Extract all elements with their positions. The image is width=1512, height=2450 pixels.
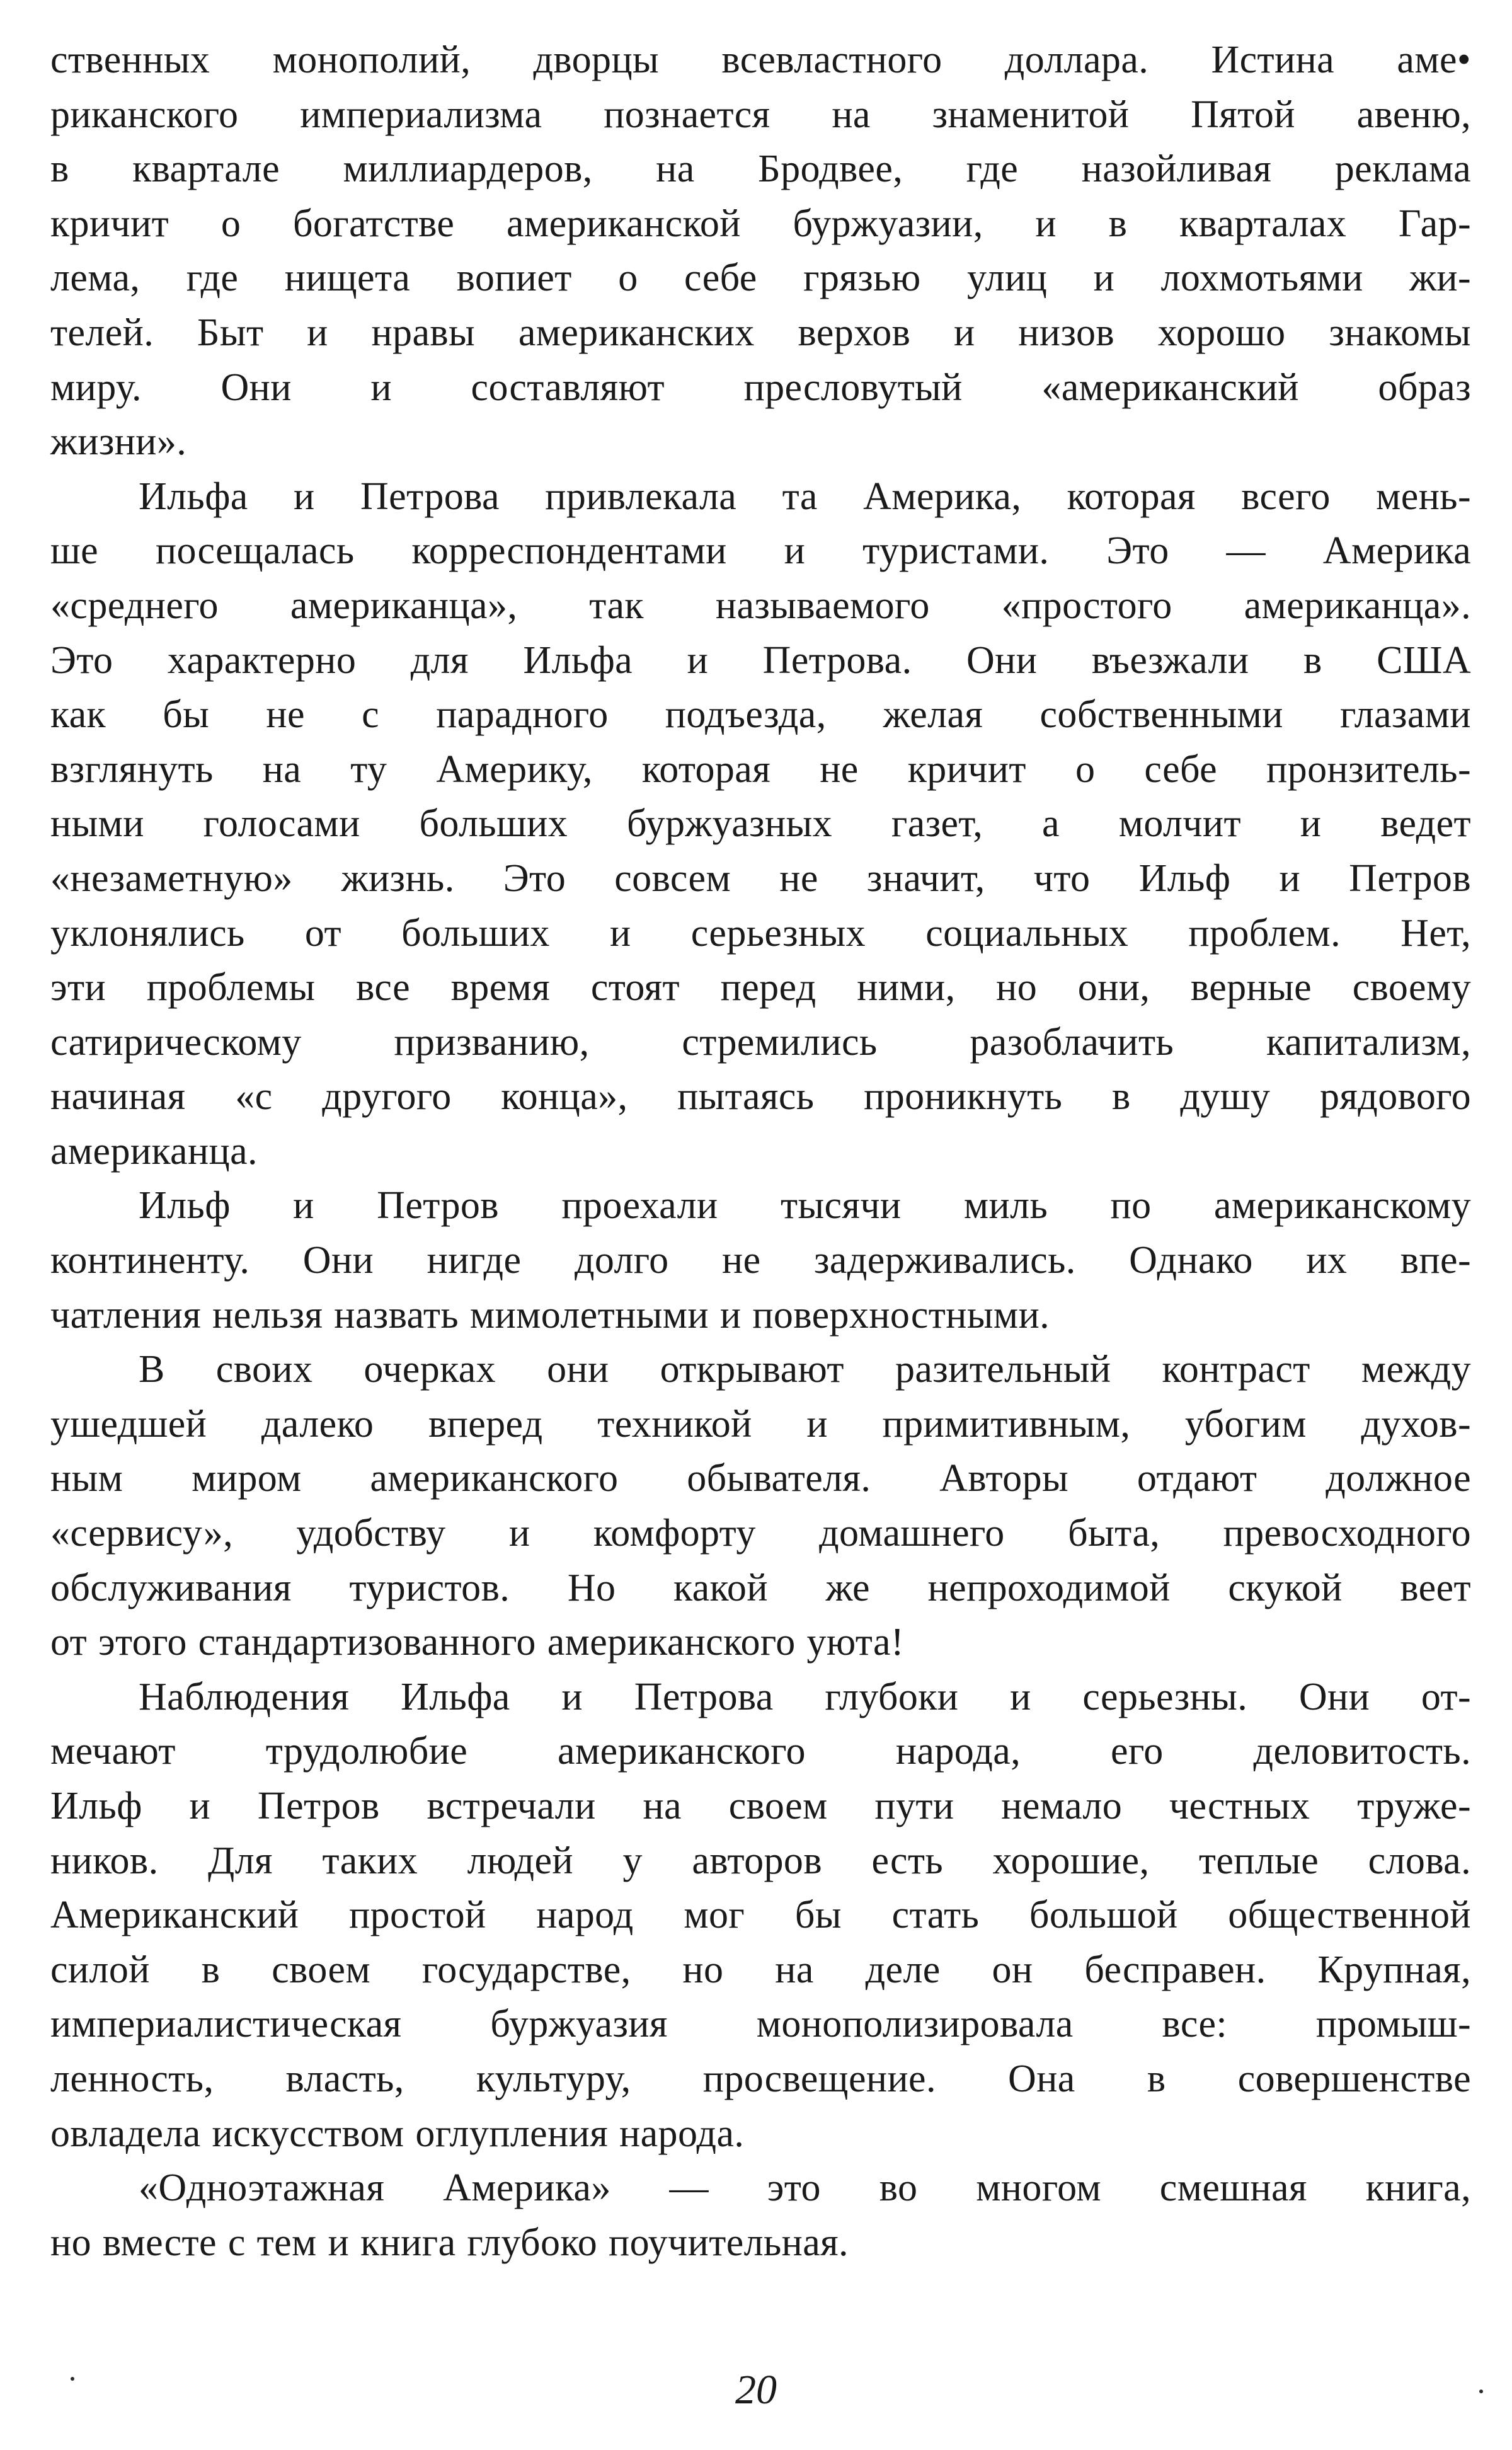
text-line: уклонялись от больших и серьезных социальных проблем. Нет,	[50, 911, 1471, 955]
text-line: эти проблемы все время стоят перед ними, но они, верные своему	[50, 966, 1471, 1009]
text-line: ленность, власть, культуру, просвещение. Она в совершенстве	[50, 2057, 1471, 2100]
text-line: ше посещалась корреспондентами и туристами. Это — Америка	[50, 529, 1471, 573]
text-line: американца.	[50, 1129, 258, 1173]
text-line: ным миром американского обывателя. Авторы отдают должное	[50, 1457, 1471, 1500]
text-line: Ильфа и Петрова привлекала та Америка, которая всего мень-	[139, 474, 1471, 518]
text-line: империалистическая буржуазия монополизировала все: промыш-	[50, 2003, 1471, 2046]
text-line: мечают трудолюбие американского народа, его деловитость.	[50, 1730, 1471, 1773]
text-line: от этого стандартизованного американского уюта!	[50, 1621, 905, 1664]
scan-speck	[71, 2377, 74, 2381]
text-line: обслуживания туристов. Но какой же непроходимой скукой веет	[50, 1566, 1471, 1609]
paragraph-2	[50, 469, 1471, 1179]
text-line: «Одноэтажная Америка» — это во многом смешная книга,	[139, 2166, 1471, 2210]
text-line: Наблюдения Ильфа и Петрова глубоки и серьезны. Они от-	[139, 1675, 1471, 1718]
text-line: жизни».	[50, 420, 187, 464]
text-line: «незаметную» жизнь. Это совсем не значит, что Ильф и Петров	[50, 856, 1471, 900]
text-line: взглянуть на ту Америку, которая не кричит о себе пронзитель-	[50, 747, 1471, 791]
text-line: в квартале миллиардеров, на Бродвее, где назойливая реклама	[50, 147, 1471, 191]
text-line: но вместе с тем и книга глубоко поучительная.	[50, 2221, 849, 2264]
text-line: сатирическому призванию, стремились разоблачить капитализм,	[50, 1020, 1471, 1064]
document-body	[50, 33, 1471, 2270]
text-line: ушедшей далеко вперед техникой и примитивным, убогим духов-	[50, 1402, 1471, 1446]
text-line: В своих очерках они открывают разительный контраст между	[139, 1348, 1471, 1391]
text-line: континенту. Они нигде долго не задерживались. Однако их впе-	[50, 1239, 1471, 1282]
text-line: овладела искусством оглупления народа.	[50, 2112, 745, 2155]
paragraph-1	[50, 33, 1471, 469]
text-line: начиная «с другого конца», пытаясь проникнуть в душу рядового	[50, 1075, 1471, 1119]
text-line: риканского империализма познается на знаменитой Пятой авеню,	[50, 93, 1471, 136]
text-line: Американский простой народ мог бы стать большой общественной	[50, 1894, 1471, 1937]
text-line: телей. Быт и нравы американских верхов и низов хорошо знакомы	[50, 311, 1471, 354]
text-line: «среднего американца», так называемого «простого американца».	[50, 584, 1471, 627]
text-line: «сервису», удобству и комфорту домашнего быта, превосходного	[50, 1512, 1471, 1555]
text-line: Ильф и Петров встречали на своем пути немало честных труже-	[50, 1785, 1471, 1827]
text-line: ников. Для таких людей у авторов есть хорошие, теплые слова.	[50, 1839, 1471, 1882]
text-line: миру. Они и составляют пресловутый «американский образ	[50, 365, 1471, 409]
text-line: ственных монополий, дворцы всевластного доллара. Истина аме•	[50, 38, 1471, 81]
text-line: Ильф и Петров проехали тысячи миль по американскому	[139, 1184, 1471, 1228]
text-line: лема, где нищета вопиет о себе грязью улиц и лохмотьями жи-	[50, 256, 1471, 300]
text-line: ными голосами больших буржуазных газет, а молчит и ведет	[50, 802, 1471, 846]
scan-speck	[1479, 2390, 1483, 2393]
paragraph-5	[50, 1670, 1471, 2161]
paragraph-3	[50, 1178, 1471, 1342]
text-line: как бы не с парадного подъезда, желая собственными глазами	[50, 693, 1471, 737]
paragraph-6	[50, 2161, 1471, 2270]
page-number: 20	[735, 2367, 777, 2413]
text-line: чатления нельзя назвать мимолетными и поверхностными.	[50, 1293, 1050, 1337]
text-line: силой в своем государстве, но на деле он бесправен. Крупная,	[50, 1948, 1471, 1991]
text-line: Это характерно для Ильфа и Петрова. Они въезжали в США	[50, 638, 1471, 682]
text-line: кричит о богатстве американской буржуазии, и в кварталах Гар-	[50, 202, 1471, 245]
paragraph-4	[50, 1342, 1471, 1670]
